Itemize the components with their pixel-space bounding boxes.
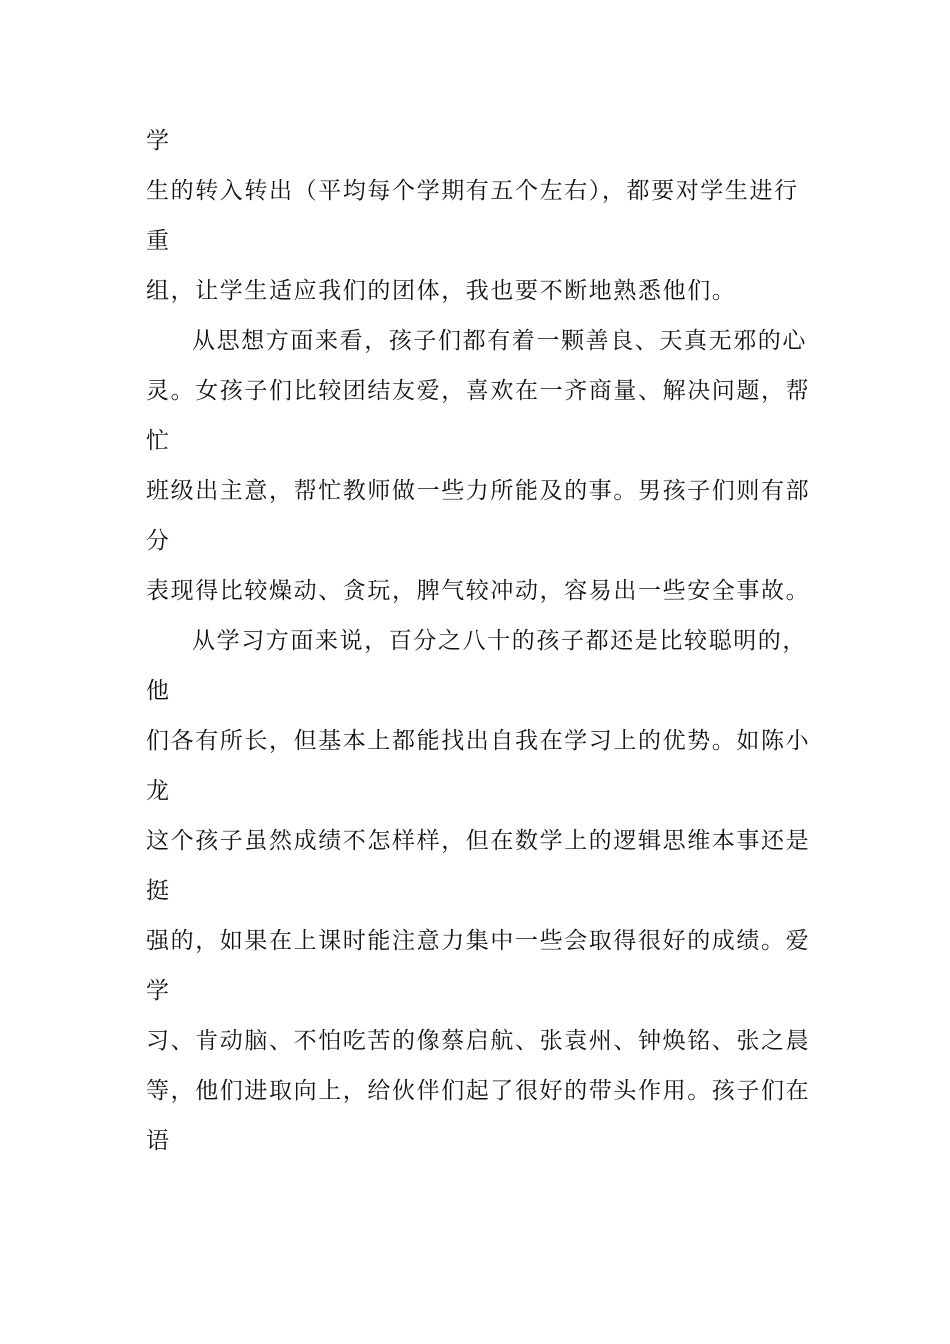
text-line: 学 <box>146 128 171 154</box>
text-line: 学 <box>146 978 171 1004</box>
text-line: 重 <box>146 228 171 254</box>
text-line: 挺 <box>146 878 171 904</box>
text-line: 语 <box>146 1128 171 1154</box>
text-line: 他 <box>146 678 171 704</box>
text-line: 等，他们进取向上，给伙伴们起了很好的带头作用。孩子们在 <box>146 1078 811 1104</box>
text-line: 这个孩子虽然成绩不怎样样，但在数学上的逻辑思维本事还是 <box>146 828 811 854</box>
text-line: 表现得比较燥动、贪玩，脾气较冲动，容易出一些安全事故。 <box>146 578 811 604</box>
text-line: 灵。女孩子们比较团结友爱，喜欢在一齐商量、解决问题，帮 <box>146 378 811 404</box>
text-line: 忙 <box>146 428 171 454</box>
paragraph-first-line: 从思想方面来看，孩子们都有着一颗善良、天真无邪的心 <box>192 328 807 354</box>
paragraph-first-line: 从学习方面来说，百分之八十的孩子都还是比较聪明的， <box>192 628 807 654</box>
text-line: 生的转入转出（平均每个学期有五个左右），都要对学生进行 <box>146 178 799 204</box>
text-line: 班级出主意，帮忙教师做一些力所能及的事。男孩子们则有部 <box>146 478 811 504</box>
text-line: 强的，如果在上课时能注意力集中一些会取得很好的成绩。爱 <box>146 928 811 954</box>
text-line: 分 <box>146 528 171 554</box>
text-line: 习、肯动脑、不怕吃苦的像蔡启航、张袁州、钟焕铭、张之晨 <box>146 1028 811 1054</box>
text-line: 们各有所长，但基本上都能找出自我在学习上的优势。如陈小 <box>146 728 811 754</box>
text-line: 组，让学生适应我们的团体，我也要不断地熟悉他们。 <box>146 278 737 304</box>
text-line: 龙 <box>146 778 171 804</box>
